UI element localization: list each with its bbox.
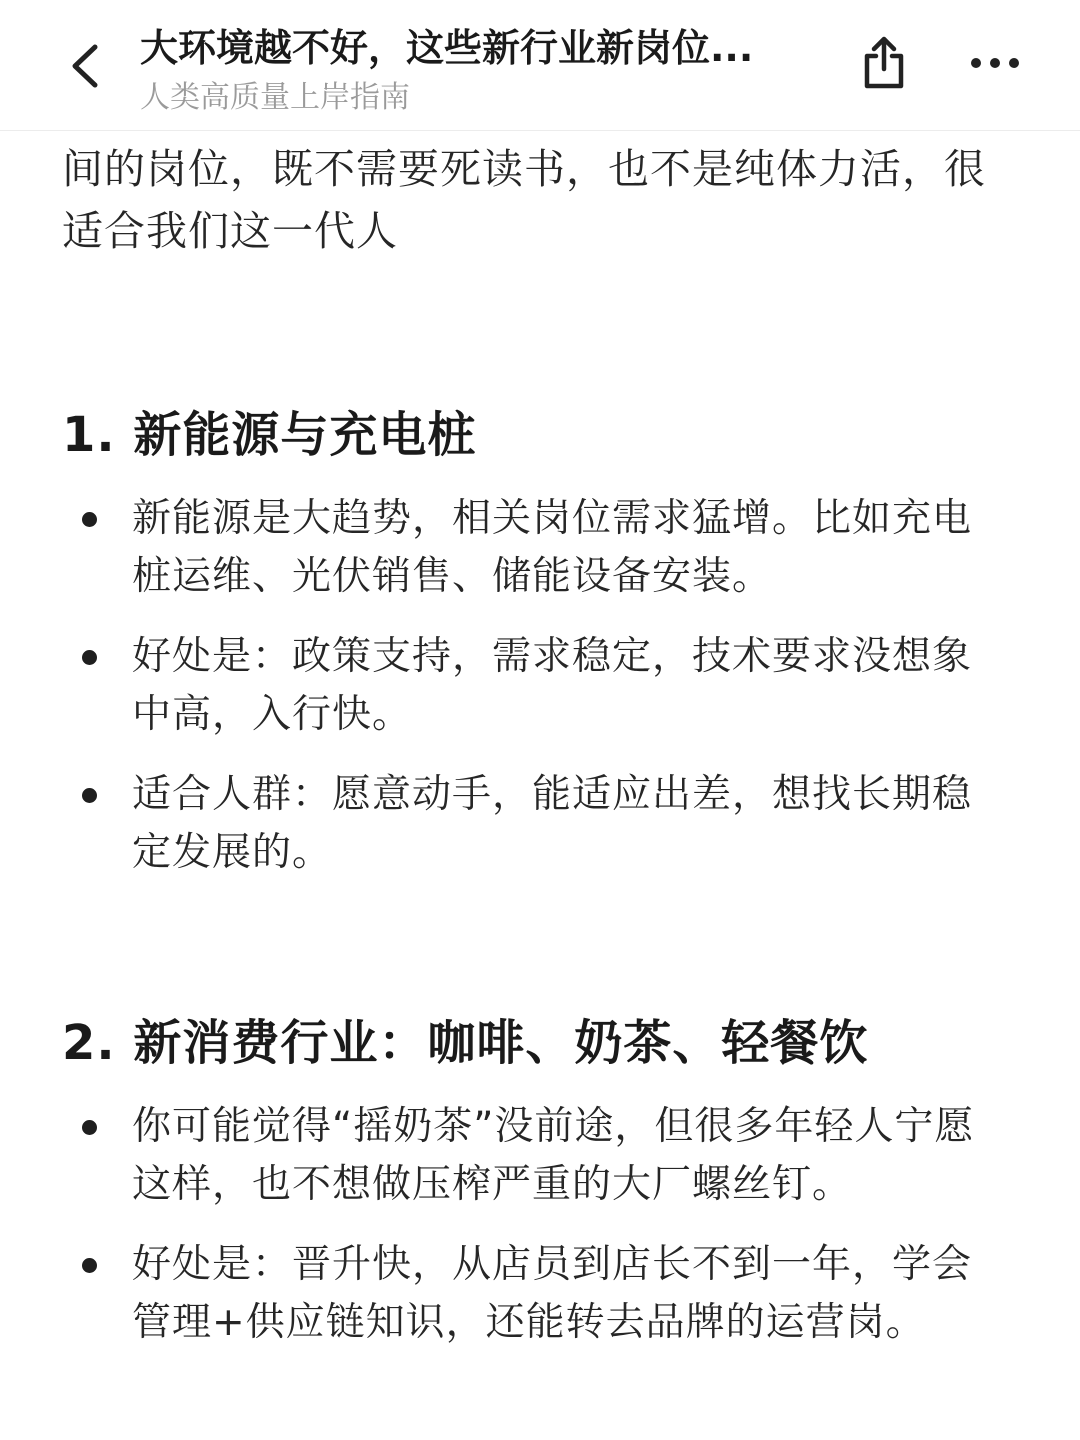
list-item — [62, 766, 982, 882]
section-heading: 2. 新消费行业：咖啡、奶茶、轻餐饮 — [62, 1015, 869, 1071]
chevron-left-icon — [67, 41, 101, 91]
title-block — [140, 22, 830, 120]
list-item — [62, 628, 982, 744]
bullet-dot — [82, 650, 97, 665]
more-button[interactable] — [958, 38, 1032, 88]
list-item-text: 新能源是大趋势，相关岗位需求猛增。比如充电桩运维、光伏销售、储能设备安装。 — [132, 496, 973, 599]
page-title: 大环境越不好，这些新行业新岗位... — [140, 26, 754, 70]
bullet-dot — [82, 788, 97, 803]
more-horizontal-icon — [970, 57, 1020, 69]
article-body — [62, 134, 1022, 1374]
bullet-dot — [82, 1120, 97, 1135]
intro-paragraph: 间的岗位，既不需要死读书，也不是纯体力活，很适合我们这一代人 — [62, 145, 986, 255]
list-item-text: 好处是：晋升快，从店员到店长不到一年，学会管理+供应链知识，还能转去品牌的运营岗。 — [132, 1242, 973, 1345]
back-button[interactable] — [52, 28, 116, 104]
list-item — [62, 1236, 982, 1352]
list-item-text: 适合人群：愿意动手，能适应出差，想找长期稳定发展的。 — [132, 772, 973, 875]
bullet-list — [62, 1098, 1022, 1352]
bullet-list — [62, 490, 1022, 882]
section-heading: 1. 新能源与充电桩 — [62, 407, 477, 463]
nav-bar — [0, 0, 1080, 131]
share-icon — [861, 36, 907, 90]
list-item — [62, 1098, 982, 1214]
author-name[interactable]: 人类高质量上岸指南 — [140, 80, 410, 115]
share-button[interactable] — [852, 30, 916, 96]
list-item-text: 你可能觉得“摇奶茶”没前途，但很多年轻人宁愿这样，也不想做压榨严重的大厂螺丝钉。 — [132, 1104, 975, 1207]
bullet-dot — [82, 1258, 97, 1273]
list-item-text: 好处是：政策支持，需求稳定，技术要求没想象中高，入行快。 — [132, 634, 973, 737]
list-item — [62, 490, 982, 606]
bullet-dot — [82, 512, 97, 527]
